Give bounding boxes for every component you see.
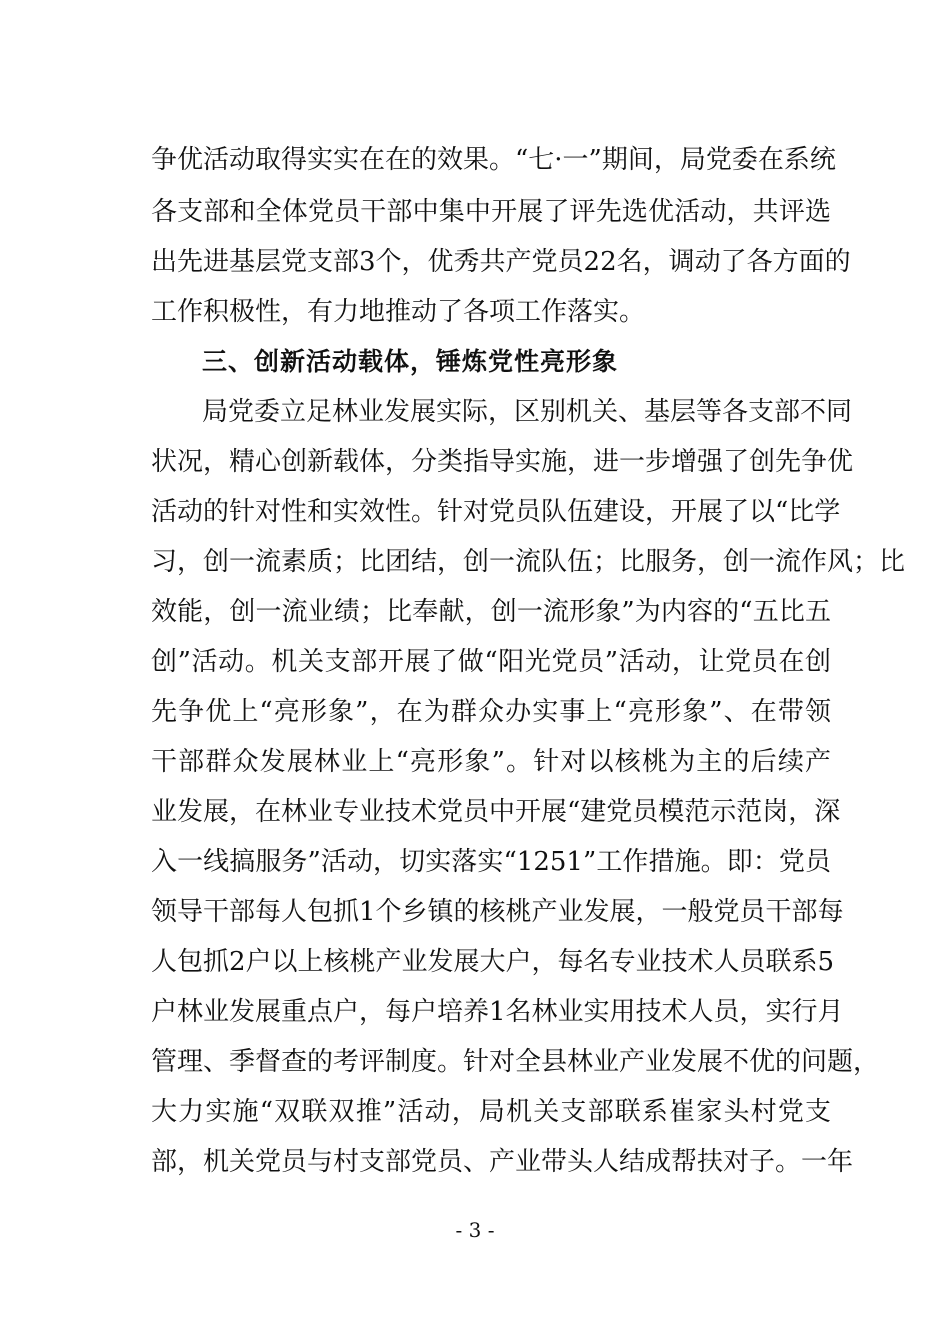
paragraph-2-line-15: 大力实施“双联双推”活动，局机关支部联系崔家头村党支 xyxy=(151,1097,831,1127)
paragraph-2-line-16: 部，机关党员与村支部党员、产业带头人结成帮扶对子。一年 xyxy=(151,1147,854,1177)
paragraph-2-line-3: 活动的针对性和实效性。针对党员队伍建设，开展了以“比学 xyxy=(151,497,841,527)
paragraph-2-line-10: 入一线搞服务”活动，切实落实“1251”工作措施。即：党员 xyxy=(151,847,831,877)
paragraph-1-line-1: 争优活动取得实实在在的效果。“七·一”期间，局党委在系统 xyxy=(151,145,836,175)
paragraph-2-line-2: 状况，精心创新载体，分类指导实施，进一步增强了创先争优 xyxy=(151,447,854,477)
paragraph-2-line-1: 局党委立足林业发展实际，区别机关、基层等各支部不同 xyxy=(202,397,853,427)
paragraph-2-line-8: 干部群众发展林业上“亮形象”。针对以核桃为主的后续产 xyxy=(151,747,831,777)
page-number: - 3 - xyxy=(455,1218,495,1242)
paragraph-2-line-5: 效能，创一流业绩；比奉献，创一流形象”为内容的“五比五 xyxy=(151,597,831,627)
paragraph-2-line-9: 业发展，在林业专业技术党员中开展“建党员模范示范岗，深 xyxy=(151,797,841,827)
paragraph-2-line-6: 创”活动。机关支部开展了做“阳光党员”活动，让党员在创 xyxy=(151,647,831,677)
paragraph-1-line-4: 工作积极性，有力地推动了各项工作落实。 xyxy=(151,297,646,327)
paragraph-1-line-2: 各支部和全体党员干部中集中开展了评先选优活动，共评选 xyxy=(151,197,831,227)
paragraph-2-line-12: 人包抓2户以上核桃产业发展大户，每名专业技术人员联系5 xyxy=(151,947,835,977)
paragraph-1-line-3: 出先进基层党支部3个，优秀共产党员22名，调动了各方面的 xyxy=(151,247,851,277)
paragraph-2-line-7: 先争优上“亮形象”，在为群众办实事上“亮形象”、在带领 xyxy=(151,697,831,727)
paragraph-2-line-14: 管理、季督查的考评制度。针对全县林业产业发展不优的问题， xyxy=(151,1047,880,1077)
paragraph-2-line-11: 领导干部每人包抓1个乡镇的核桃产业发展，一般党员干部每 xyxy=(151,897,844,927)
paragraph-2-line-13: 户林业发展重点户，每户培养1名林业实用技术人员，实行月 xyxy=(151,997,844,1027)
section-heading: 三、创新活动载体，锤炼党性亮形象 xyxy=(202,347,619,376)
paragraph-2-line-4: 习，创一流素质；比团结，创一流队伍；比服务，创一流作风；比 xyxy=(151,547,906,577)
